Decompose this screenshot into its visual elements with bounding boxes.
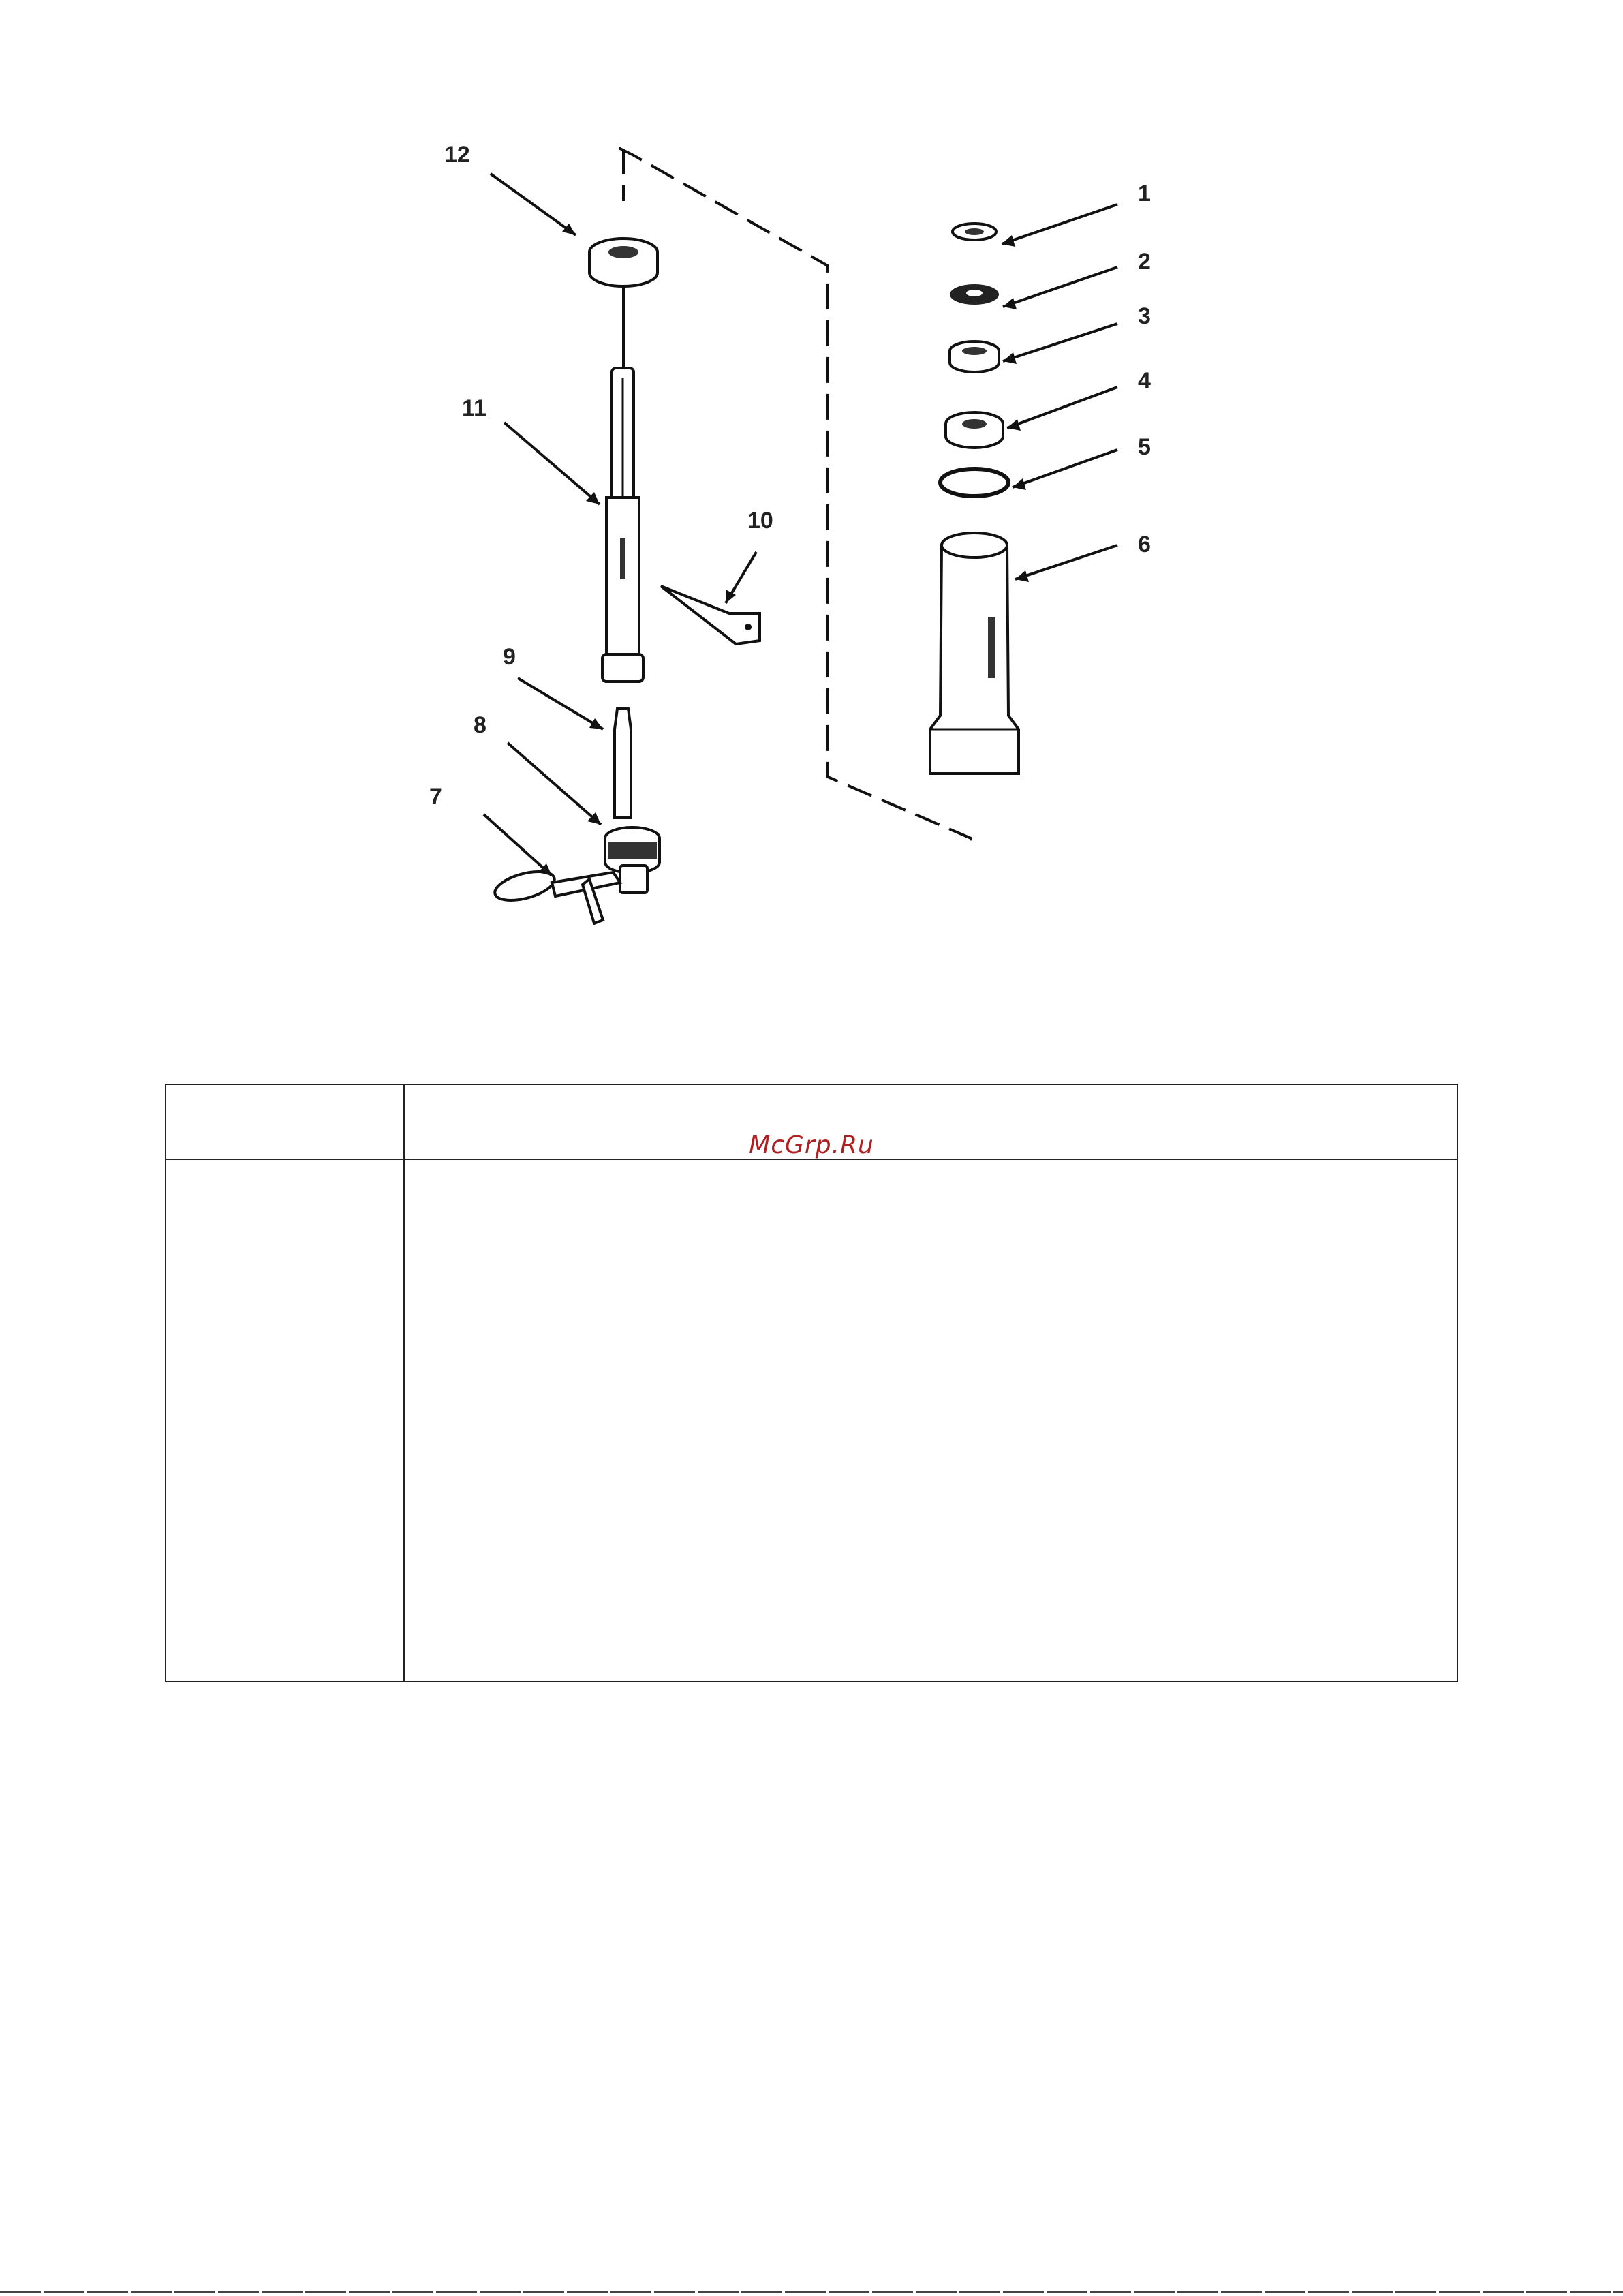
callout-4: 4	[1138, 368, 1151, 394]
callout-3: 3	[1138, 303, 1151, 329]
callout-11: 11	[462, 395, 486, 421]
callout-7: 7	[429, 784, 442, 810]
part-5-o-ring	[940, 469, 1008, 496]
callout-2: 2	[1138, 249, 1151, 275]
callout-6: 6	[1138, 532, 1151, 557]
callout-8: 8	[474, 712, 486, 738]
parts-table	[165, 1084, 1458, 1682]
part-12-bearing	[589, 239, 658, 286]
table-body-right-cell	[405, 1160, 1457, 1681]
watermark-text: McGrp.Ru	[749, 1131, 874, 1159]
part-11-shaft	[602, 368, 643, 682]
callout-5: 5	[1138, 434, 1151, 460]
callout-12: 12	[444, 142, 470, 168]
part-4-bearing	[946, 412, 1003, 448]
part-3-ring	[950, 341, 999, 372]
bottom-rule	[0, 2291, 1623, 2293]
part-6-housing	[930, 533, 1019, 774]
exploded-parts-diagram	[416, 116, 1216, 978]
callout-9: 9	[503, 644, 516, 670]
table-body-left-cell	[166, 1160, 403, 1681]
callout-arrows	[484, 174, 1117, 876]
part-1-ring	[953, 224, 996, 240]
assembly-dashed-line	[620, 149, 971, 845]
part-7-fan	[492, 866, 620, 923]
part-10-wedge	[661, 586, 760, 644]
part-2-gear	[950, 284, 999, 305]
callout-1: 1	[1138, 181, 1151, 206]
callout-10: 10	[747, 508, 773, 534]
part-9-pin	[615, 709, 631, 818]
